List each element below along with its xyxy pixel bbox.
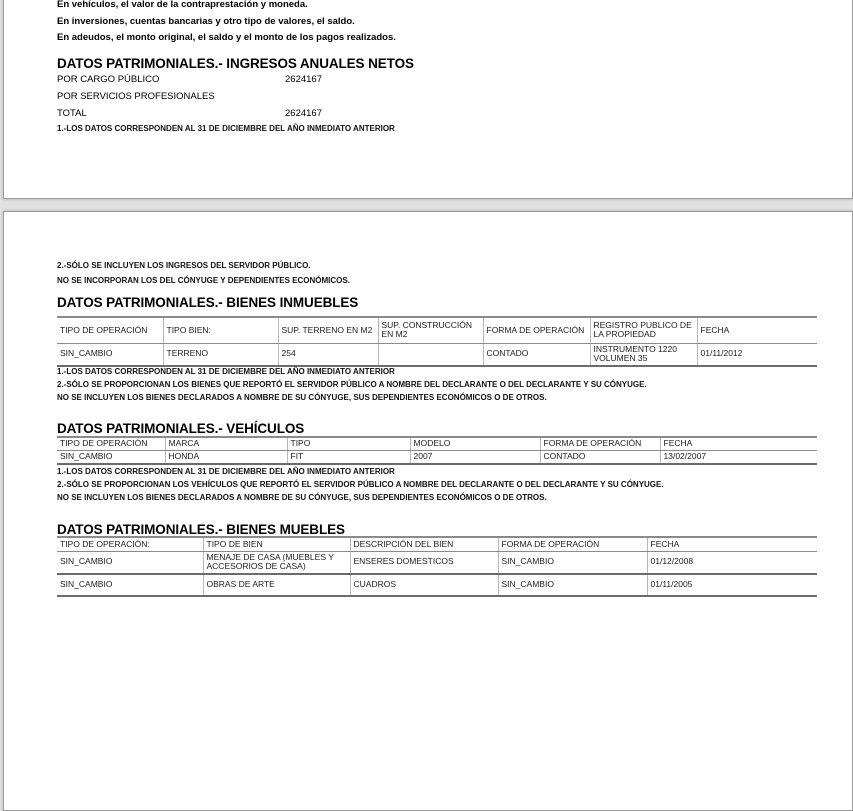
column-header: SUP. TERRENO EN M2 (278, 317, 378, 343)
column-header: FECHA (697, 317, 817, 343)
column-header: TIPO DE BIEN (203, 537, 350, 551)
column-header: MARCA (165, 437, 287, 450)
column-header: FECHA (660, 437, 817, 450)
income-value: 2624167 (285, 74, 322, 85)
column-header: TIPO BIEN: (163, 317, 278, 343)
footnote: 1.-LOS DATOS CORRESPONDEN AL 31 DE DICIEMBRE DEL AÑO INMEDIATO ANTERIOR (57, 124, 395, 133)
inmuebles-notes (57, 365, 647, 404)
table-row (57, 551, 817, 574)
table-cell: SIN_CAMBIO (498, 574, 647, 596)
column-header: FORMA DE OPERACIÓN (483, 317, 590, 343)
table-cell: CONTADO (540, 450, 660, 464)
table-header-row (57, 317, 817, 343)
column-header: TIPO DE OPERACIÓN: (57, 537, 203, 551)
table-cell: 13/02/2007 (660, 450, 817, 464)
table-cell (378, 343, 483, 366)
column-header: REGISTRO PUBLICO DE LA PROPIEDAD (590, 317, 697, 343)
table-row (57, 574, 817, 596)
page-2 (3, 211, 853, 811)
income-row (57, 71, 322, 88)
table-cell: HONDA (165, 450, 287, 464)
table-cell: MENAJE DE CASA (MUEBLES Y ACCESORIOS DE CASA) (203, 551, 350, 574)
income-list (57, 71, 322, 122)
column-header: TIPO DE OPERACIÓN (57, 317, 163, 343)
table-cell: 2007 (410, 450, 540, 464)
note-line: 2.-SÓLO SE PROPORCIONAN LOS VEHÍCULOS QUE REPORTÓ EL SERVIDOR PÚBLICO A NOMBRE DEL DECLARANTE O DEL DECLARANTE Y SU CÓNYUGE. (57, 480, 664, 489)
table-cell: 01/11/2012 (697, 343, 817, 366)
table-header-row (57, 437, 817, 450)
table-cell: TERRENO (163, 343, 278, 366)
note-line: 2.-SÓLO SE PROPORCIONAN LOS BIENES QUE REPORTÓ EL SERVIDOR PÚBLICO A NOMBRE DEL DECLARANTE O DEL DECLARANTE Y SU CÓNYUGE. (57, 380, 647, 389)
section-title-bienes-inmuebles: DATOS PATRIMONIALES.- BIENES INMUEBLES (57, 295, 359, 310)
income-label: POR CARGO PÚBLICO (57, 74, 160, 85)
table-cell: SIN_CAMBIO (57, 343, 163, 366)
column-header: DESCRIPCIÓN DEL BIEN (350, 537, 498, 551)
note-line: NO SE INCORPORAN LOS DEL CÓNYUGE Y DEPENDIENTES ECONÓMICOS. (57, 275, 350, 285)
column-header: FECHA (647, 537, 817, 551)
table-cell: 01/11/2005 (647, 574, 817, 596)
table-cell: SIN_CAMBIO (57, 551, 203, 574)
table-cell: FIT (287, 450, 410, 464)
table-cell: SIN_CAMBIO (57, 450, 165, 464)
income-row (57, 88, 322, 105)
intro-line: En adeudos, el monto original, el saldo y el monto de los pagos realizados. (57, 32, 396, 43)
income-label: POR SERVICIOS PROFESIONALES (57, 91, 215, 102)
column-header: TIPO (287, 437, 410, 450)
note-line: NO SE INCLUYEN LOS BIENES DECLARADOS A NOMBRE DE SU CÓNYUGE, SUS DEPENDIENTES ECONÓMICOS O DE OTROS. (57, 393, 547, 402)
intro-line: En vehículos, el valor de la contraprestación y moneda. (57, 0, 308, 10)
column-header: FORMA DE OPERACIÓN (540, 437, 660, 450)
table-row (57, 343, 817, 366)
section-title-vehiculos: DATOS PATRIMONIALES.- VEHÍCULOS (57, 421, 305, 436)
table-row (57, 450, 817, 464)
note-line: 1.-LOS DATOS CORRESPONDEN AL 31 DE DICIEMBRE DEL AÑO INMEDIATO ANTERIOR (57, 467, 395, 476)
column-header: SUP. CONSTRUCCIÓN EN M2 (378, 317, 483, 343)
column-header: FORMA DE OPERACIÓN (498, 537, 647, 551)
income-value: 2624167 (285, 108, 322, 119)
table-cell: SIN_CAMBIO (57, 574, 203, 596)
vehiculos-notes (57, 465, 664, 504)
table-cell: ENSERES DOMESTICOS (350, 551, 498, 574)
note-line: 2.-SÓLO SE INCLUYEN LOS INGRESOS DEL SERVIDOR PÚBLICO. (57, 261, 311, 270)
bienes-inmuebles-table (57, 316, 817, 367)
column-header: MODELO (410, 437, 540, 450)
vehiculos-table (57, 436, 817, 465)
top-notes-block (57, 259, 350, 288)
income-label: TOTAL (57, 108, 87, 119)
table-cell: OBRAS DE ARTE (203, 574, 350, 596)
table-cell: 01/12/2008 (647, 551, 817, 574)
section-title-bienes-muebles: DATOS PATRIMONIALES.- BIENES MUEBLES (57, 522, 345, 537)
section-title-ingresos: DATOS PATRIMONIALES.- INGRESOS ANUALES NETOS (57, 56, 414, 71)
income-row (57, 105, 322, 122)
table-cell: CONTADO (483, 343, 590, 366)
table-cell: 254 (278, 343, 378, 366)
bienes-muebles-table (57, 536, 817, 597)
page-1 (3, 0, 853, 199)
table-cell: INSTRUMENTO 1220 VOLUMEN 35 (590, 343, 697, 366)
table-cell: CUADROS (350, 574, 498, 596)
intro-line: En inversiones, cuentas bancarias y otro tipo de valores, el saldo. (57, 15, 355, 27)
intro-text-block (57, 0, 396, 47)
table-header-row (57, 537, 817, 551)
note-line: NO SE INCLUYEN LOS BIENES DECLARADOS A NOMBRE DE SU CÓNYUGE, SUS DEPENDIENTES ECONÓMICOS O DE OTROS. (57, 493, 547, 502)
column-header: TIPO DE OPERACIÓN (57, 437, 165, 450)
table-cell: SIN_CAMBIO (498, 551, 647, 574)
note-line: 1.-LOS DATOS CORRESPONDEN AL 31 DE DICIEMBRE DEL AÑO INMEDIATO ANTERIOR (57, 367, 395, 376)
